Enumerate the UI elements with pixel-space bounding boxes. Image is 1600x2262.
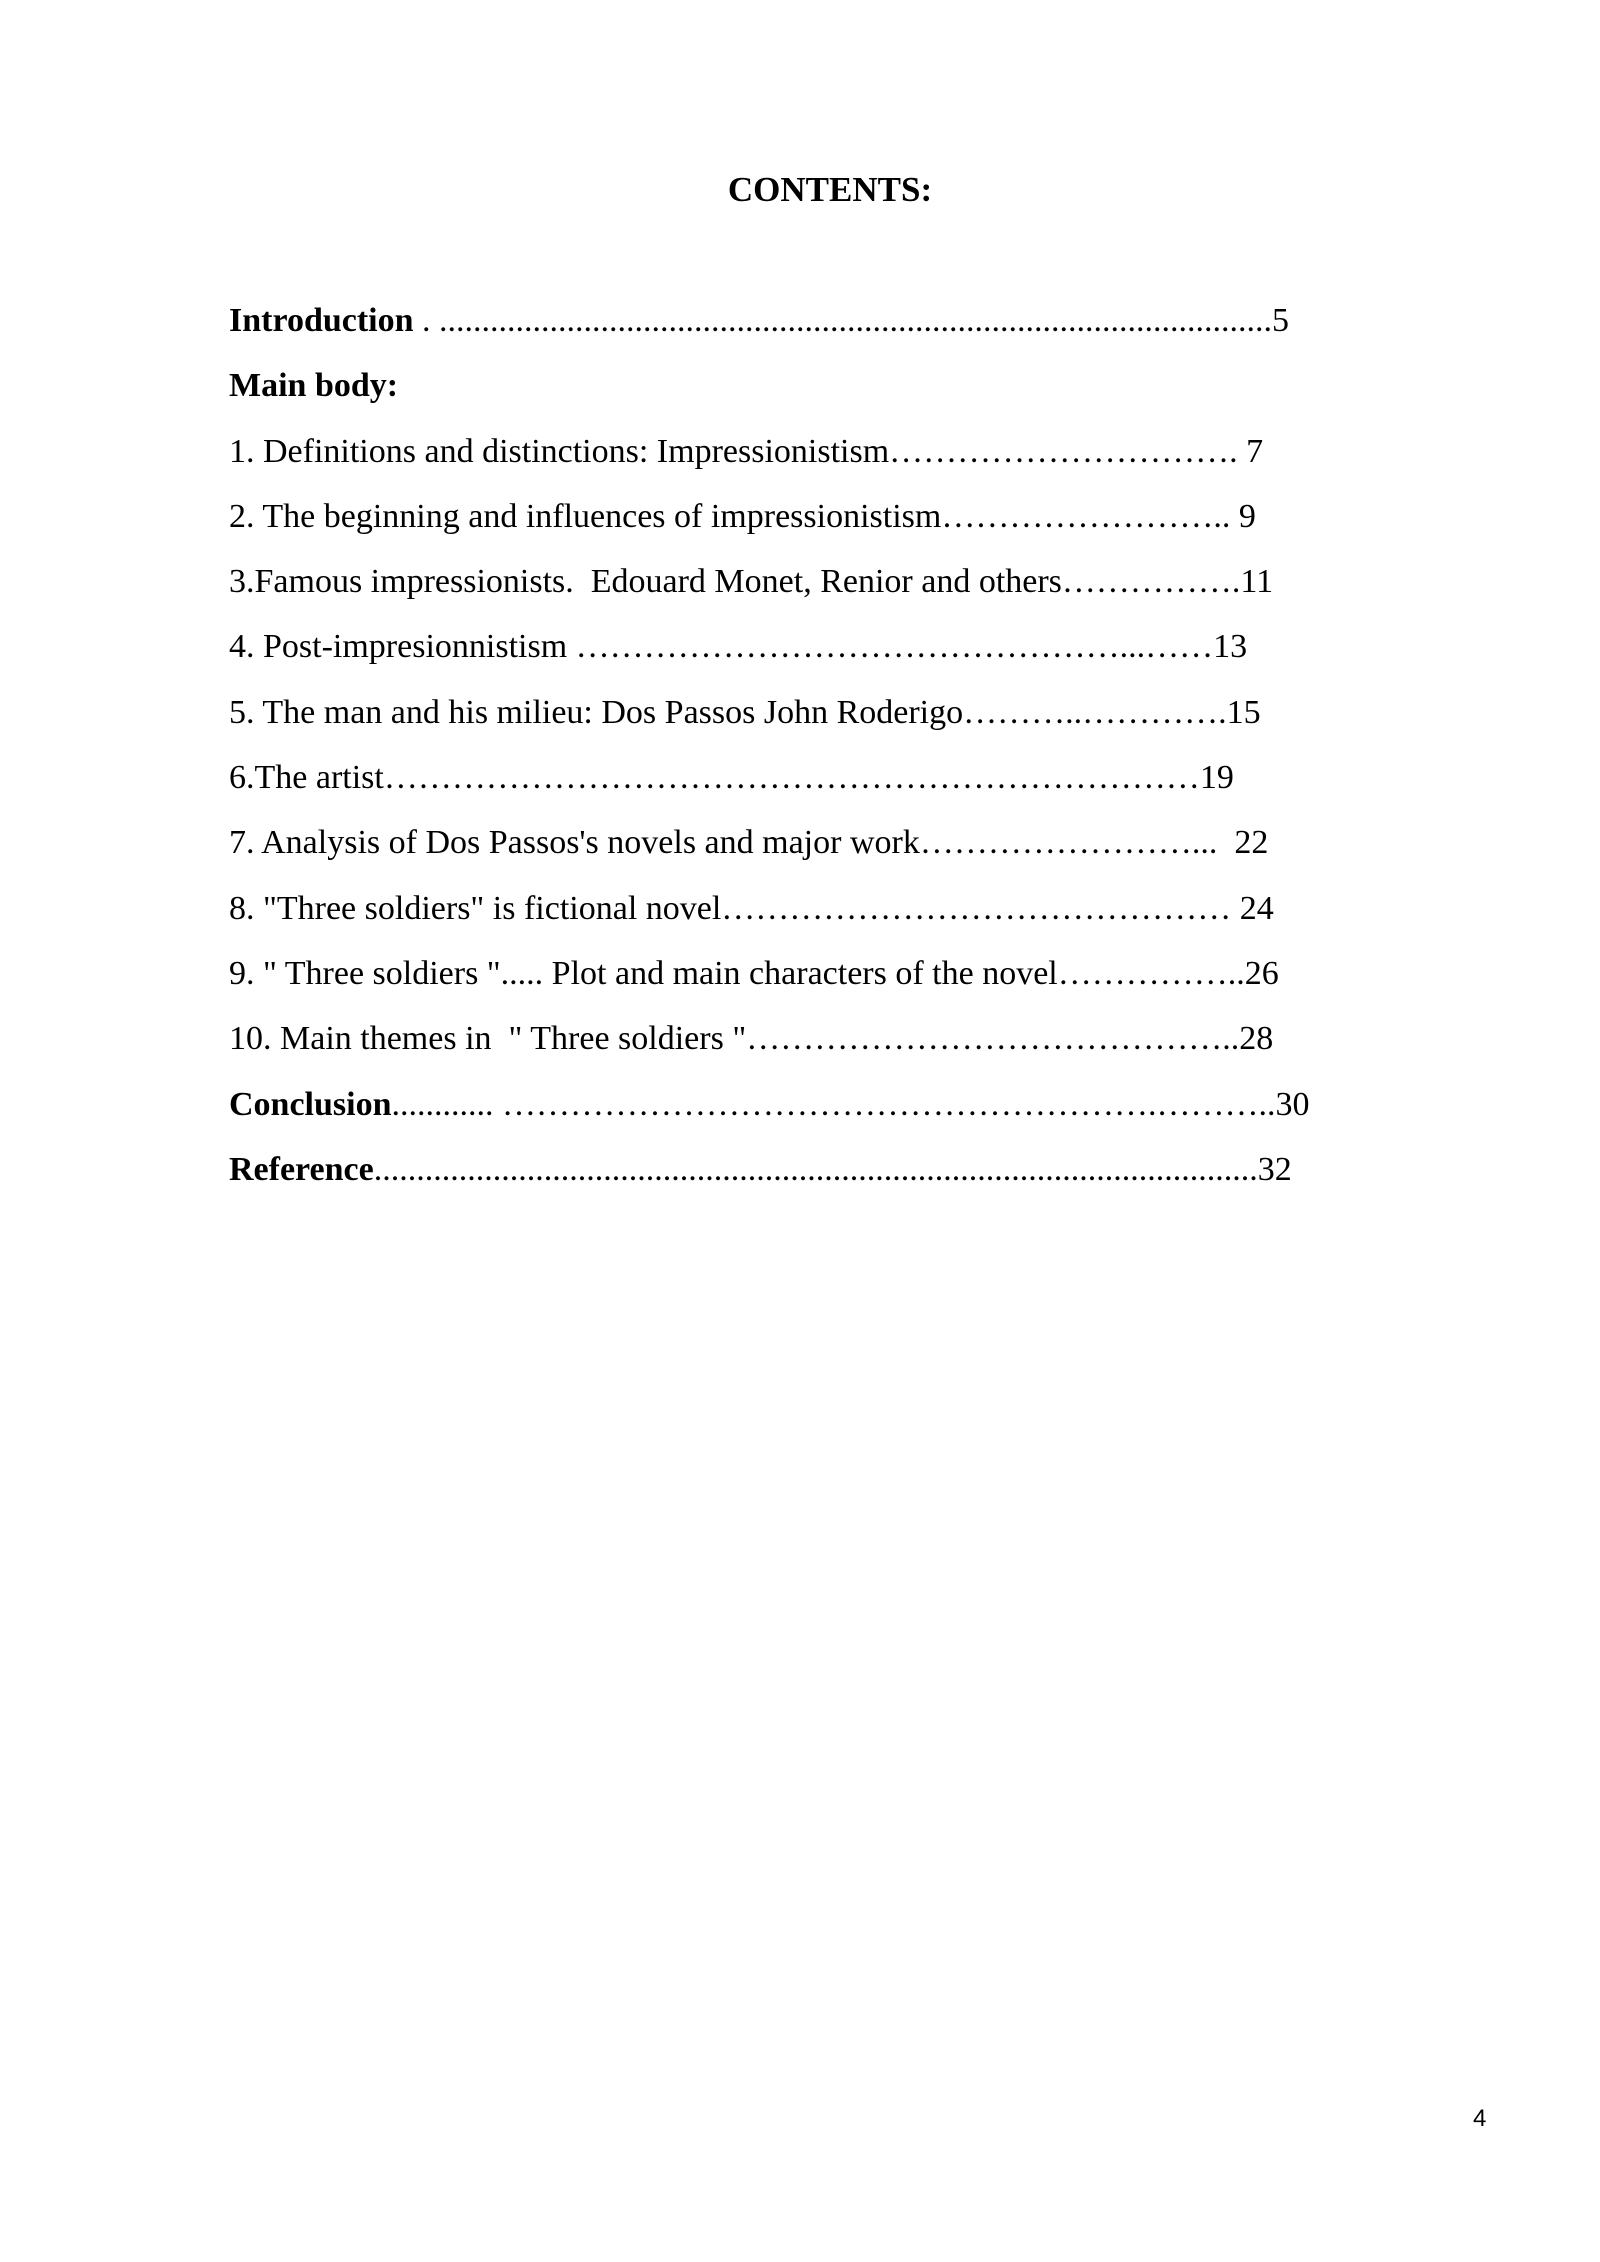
toc-entry: [229, 427, 1429, 492]
toc-entry: [229, 753, 1429, 818]
toc-entry-label: Introduction: [229, 302, 414, 339]
toc-entry: [229, 688, 1429, 753]
page-number: 4: [1473, 2105, 1487, 2132]
toc-entry-text: 9. " Three soldiers "..... Plot and main characters of the novel……………..26: [229, 954, 1279, 992]
toc-entry-introduction: [229, 296, 1429, 361]
toc-entry: [229, 1014, 1429, 1079]
toc-entry-text: 6.The artist………………………………………………………………19: [229, 759, 1234, 797]
toc-entry-text: 10. Main themes in " Three soldiers "……………………………………..28: [229, 1020, 1274, 1058]
page-title: CONTENTS:: [727, 170, 933, 209]
toc-heading-main-body: [229, 361, 1429, 426]
toc-entry-text: 7. Analysis of Dos Passos's novels and major work……………………... 22: [229, 824, 1269, 862]
table-of-contents: [229, 296, 1429, 1210]
toc-entry-conclusion: [229, 1080, 1429, 1145]
toc-entry-text: 8. "Three soldiers" is fictional novel……………………………………… 24: [229, 889, 1274, 927]
toc-entry-text: 1. Definitions and distinctions: Impressionistism…………………………. 7: [229, 432, 1264, 470]
toc-entry-leader: ............ ………………………………………………….………..30: [391, 1085, 1310, 1123]
toc-entry-leader: ........................................................................................................32: [373, 1150, 1292, 1188]
toc-entry-leader: . ..................................................................................................5: [413, 302, 1290, 339]
toc-entry-reference: [229, 1145, 1429, 1210]
toc-entry: [229, 949, 1429, 1014]
toc-entry: [229, 622, 1429, 687]
toc-entry-text: 2. The beginning and influences of impressionistism…………………….. 9: [229, 497, 1256, 535]
toc-entry: [229, 818, 1429, 883]
toc-entry-label: Reference: [229, 1150, 374, 1188]
toc-entry: [229, 492, 1429, 557]
toc-entry: [229, 884, 1429, 949]
toc-entry-text: 3.Famous impressionists. Edouard Monet, Renior and others…………….11: [229, 563, 1274, 601]
toc-entry: [229, 557, 1429, 622]
toc-entry-text: 5. The man and his milieu: Dos Passos John Roderigo………..………….15: [229, 693, 1261, 731]
toc-entry-label: Conclusion: [229, 1085, 392, 1123]
toc-entry-text: 4. Post-impresionnistism …………………………………………...……13: [229, 628, 1248, 666]
toc-entry-label: Main body:: [229, 367, 399, 405]
